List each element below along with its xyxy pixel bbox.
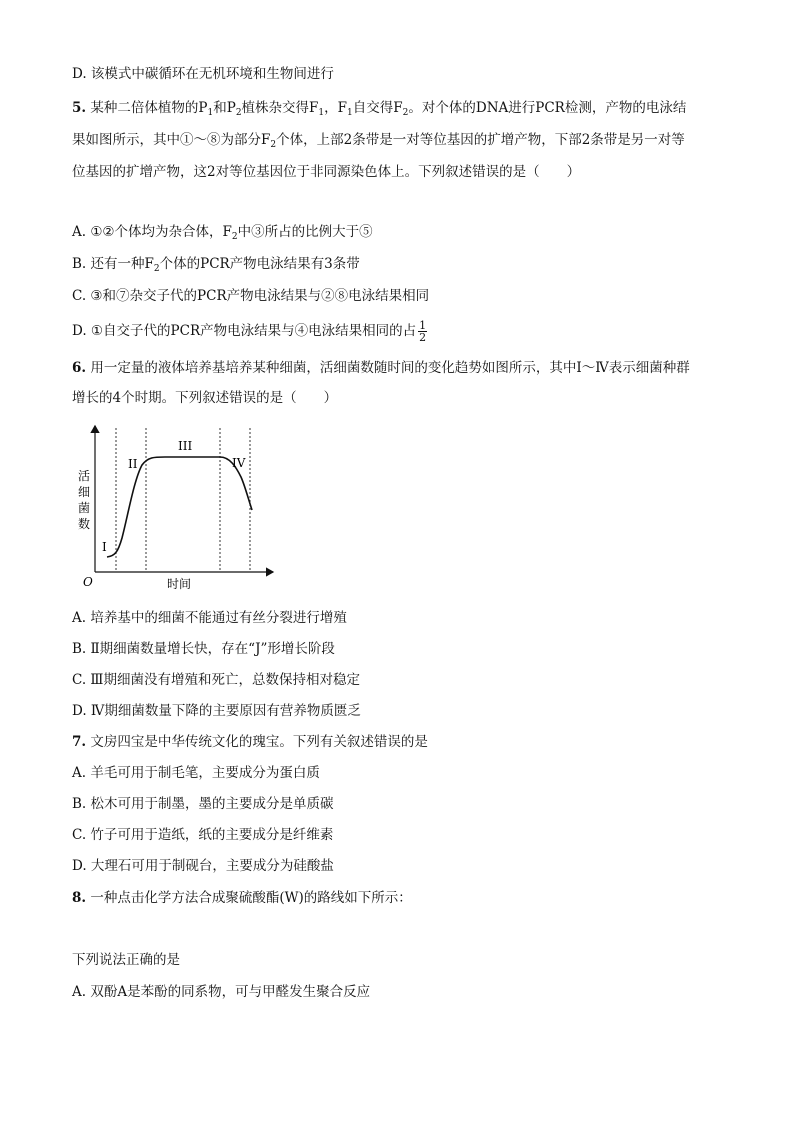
fraction (418, 320, 427, 343)
option-text: 个体的PCR产物电泳结果有3条带 (159, 256, 360, 272)
q7-option-c: C. 竹子可用于造纸，纸的主要成分是纤维素 (72, 827, 334, 843)
q6-option-a: A. 培养基中的细菌不能通过有丝分裂进行增殖 (72, 610, 347, 626)
q5-text: 植株杂交得F (241, 100, 319, 116)
growth-curve (107, 457, 252, 557)
subscript: 1 (207, 108, 214, 118)
q5-text: 。对个体的DNA进行PCR检测，产物的电泳结 (408, 100, 687, 116)
q5-text: 个体，上部2条带是一对等位基因的扩增产物，下部2条带是另一对等 (276, 132, 685, 148)
q5-number: 5. (72, 100, 87, 116)
q5-text: 和P (213, 100, 236, 116)
option-text: A. ①②个体均为杂合体，F (72, 224, 232, 240)
q6-number: 6. (72, 360, 87, 376)
phase-label-iv: IV (232, 456, 246, 470)
q6-text: 用一定量的液体培养基培养某种细菌，活细菌数随时间的变化趋势如图所示，其中Ⅰ～Ⅳ表示细菌种群 (90, 360, 690, 376)
y-axis-label-char: 菌 (78, 501, 91, 515)
q7-stem (72, 732, 428, 752)
q5-stem-line-3: 位基因的扩增产物，这2对等位基因位于非同源染色体上。下列叙述错误的是（ ） (72, 164, 581, 180)
q7-option-a: A. 羊毛可用于制毛笔，主要成分为蛋白质 (72, 765, 320, 781)
subscript: 2 (231, 232, 238, 242)
subscript: 2 (402, 108, 409, 118)
q5-option-a (72, 222, 373, 247)
q7-text: 文房四宝是中华传统文化的瑰宝。下列有关叙述错误的是 (90, 734, 428, 750)
option-text: B. 还有一种F (72, 256, 154, 272)
fraction-numerator: 1 (419, 319, 427, 332)
q6-option-d: D. Ⅳ期细菌数量下降的主要原因有营养物质匮乏 (72, 703, 361, 719)
q5-option-c: C. ③和⑦杂交子代的PCR产物电泳结果与②⑧电泳结果相同 (72, 288, 430, 304)
q8-option-a: A. 双酚A是苯酚的同系物，可与甲醛发生聚合反应 (72, 984, 371, 1000)
q6-option-b: B. Ⅱ期细菌数量增长快，存在“J”形增长阶段 (72, 641, 335, 657)
phase-label-ii: II (128, 457, 138, 471)
q5-text: 果如图所示，其中①～⑧为部分F (72, 132, 271, 148)
q5-text: 某种二倍体植物的P (90, 100, 208, 116)
subscript: 2 (153, 264, 160, 274)
q8-number: 8. (72, 890, 87, 906)
q7-number: 7. (72, 734, 87, 750)
y-axis-label-char: 活 (78, 469, 91, 483)
q7-option-d: D. 大理石可用于制砚台，主要成分为硅酸盐 (72, 858, 334, 874)
subscript: 2 (270, 140, 277, 150)
q6-option-c: C. Ⅲ期细菌没有增殖和死亡，总数保持相对稳定 (72, 672, 360, 688)
q8-after-figure: 下列说法正确的是 (72, 952, 180, 968)
subscript: 1 (347, 108, 353, 118)
q6-stem-line-2: 增长的4个时期。下列叙述错误的是（ ） (72, 390, 338, 406)
origin-label: O (83, 575, 93, 589)
subscript: 1 (318, 108, 325, 118)
q5-option-d (72, 320, 427, 343)
y-axis-label-char: 数 (78, 517, 91, 531)
q4-option-d: D. 该模式中碳循环在无机环境和生物间进行 (72, 66, 334, 82)
option-text: 中③所占的比例大于⑤ (237, 224, 373, 240)
q8-text: 一种点击化学方法合成聚硫酸酯(W)的路线如下所示： (90, 890, 412, 906)
q7-option-b: B. 松木可用于制墨，墨的主要成分是单质碳 (72, 796, 334, 812)
q5-text: 自交得F (352, 100, 403, 116)
q5-text: ，F (324, 100, 348, 116)
growth-curve-figure (70, 420, 285, 592)
q5-stem-line-1 (72, 98, 686, 123)
phase-label-i: I (102, 540, 107, 554)
q8-stem (72, 888, 412, 908)
option-text: D. ①自交子代的PCR产物电泳结果与④电泳结果相同的占 (72, 323, 417, 339)
fraction-denominator: 2 (419, 331, 427, 344)
subscript: 2 (235, 108, 242, 118)
x-axis-label: 时间 (167, 577, 192, 591)
y-axis-label-char: 细 (78, 485, 91, 499)
q6-stem-line-1 (72, 358, 690, 378)
phase-label-iii: III (178, 439, 193, 453)
q5-stem-line-2 (72, 130, 685, 155)
q5-option-b (72, 254, 360, 279)
